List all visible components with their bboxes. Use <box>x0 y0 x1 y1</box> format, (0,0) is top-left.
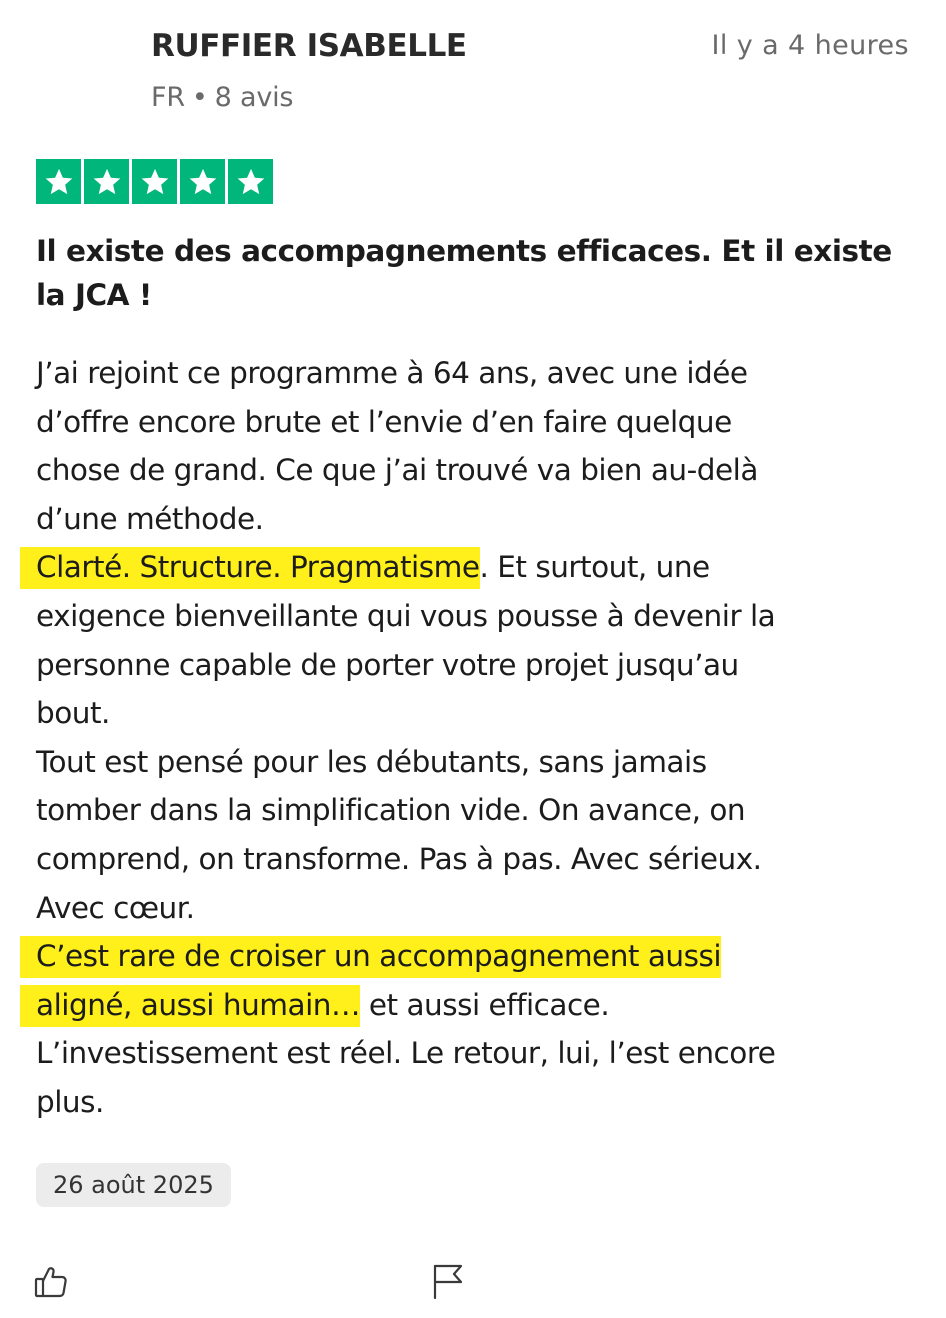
body-text: d’une méthode. <box>36 501 264 536</box>
review-body-line <box>36 543 916 592</box>
review-body-line <box>36 592 916 641</box>
star-box <box>180 159 225 204</box>
body-text: exigence bienveillante qui vous pousse à devenir la <box>36 598 776 633</box>
reviewer-review-count: 8 avis <box>214 82 294 113</box>
review-body-line <box>36 738 916 787</box>
review-body-line <box>36 1078 916 1127</box>
review-body-line <box>36 981 916 1030</box>
review-body <box>36 349 916 1127</box>
highlighted-text: aligné, aussi humain… <box>36 985 360 1027</box>
star-icon <box>235 166 267 198</box>
star-icon <box>91 166 123 198</box>
like-button[interactable] <box>33 1264 69 1300</box>
review-body-line <box>36 1029 916 1078</box>
body-text: . Et surtout, une <box>479 550 710 585</box>
review-time-ago: Il y a 4 heures <box>711 30 909 61</box>
review-body-line <box>36 932 916 981</box>
date-of-experience: 26 août 2025 <box>36 1163 231 1207</box>
review-title-line: Il existe des accompagnements efficaces. Et il existe <box>36 234 892 268</box>
review-body-line <box>36 398 916 447</box>
body-text: tomber dans la simplification vide. On avance, on <box>36 793 746 828</box>
body-text: Avec cœur. <box>36 890 195 925</box>
star-icon <box>139 166 171 198</box>
review-title-line: la JCA ! <box>36 278 152 312</box>
review-body-line <box>36 349 916 398</box>
body-text: d’offre encore brute et l’envie d’en faire quelque <box>36 404 732 439</box>
body-text: Tout est pensé pour les débutants, sans jamais <box>36 744 707 779</box>
star-rating <box>36 159 273 204</box>
review-body-line <box>36 786 916 835</box>
meta-separator: • <box>191 82 208 113</box>
thumbs-up-icon <box>33 1264 69 1300</box>
review-body-line <box>36 689 916 738</box>
flag-icon <box>430 1262 466 1300</box>
reviewer-meta <box>151 82 293 113</box>
star-icon <box>187 166 219 198</box>
star-box <box>36 159 81 204</box>
body-text: L’investissement est réel. Le retour, lui, l’est encore <box>36 1036 776 1071</box>
body-text: et aussi efficace. <box>359 987 610 1022</box>
body-text: chose de grand. Ce que j’ai trouvé va bien au-delà <box>36 453 758 488</box>
body-text: bout. <box>36 696 110 731</box>
reviewer-name[interactable]: RUFFIER ISABELLE <box>151 28 467 64</box>
review-body-line <box>36 446 916 495</box>
body-text: J’ai rejoint ce programme à 64 ans, avec une idée <box>36 356 748 390</box>
review-body-line <box>36 835 916 884</box>
body-text: comprend, on transforme. Pas à pas. Avec sérieux. <box>36 841 762 876</box>
review-title[interactable] <box>36 229 916 317</box>
review-body-line <box>36 641 916 690</box>
body-text: personne capable de porter votre projet jusqu’au <box>36 647 739 682</box>
star-box <box>132 159 177 204</box>
body-text: plus. <box>36 1084 104 1119</box>
report-button[interactable] <box>430 1262 466 1300</box>
star-box <box>84 159 129 204</box>
reviewer-country: FR <box>151 82 185 113</box>
review-body-line <box>36 495 916 544</box>
star-icon <box>43 166 75 198</box>
star-box <box>228 159 273 204</box>
highlighted-text: C’est rare de croiser un accompagnement aussi <box>36 936 721 978</box>
review-body-line <box>36 884 916 933</box>
highlighted-text: Clarté. Structure. Pragmatisme <box>36 547 480 589</box>
